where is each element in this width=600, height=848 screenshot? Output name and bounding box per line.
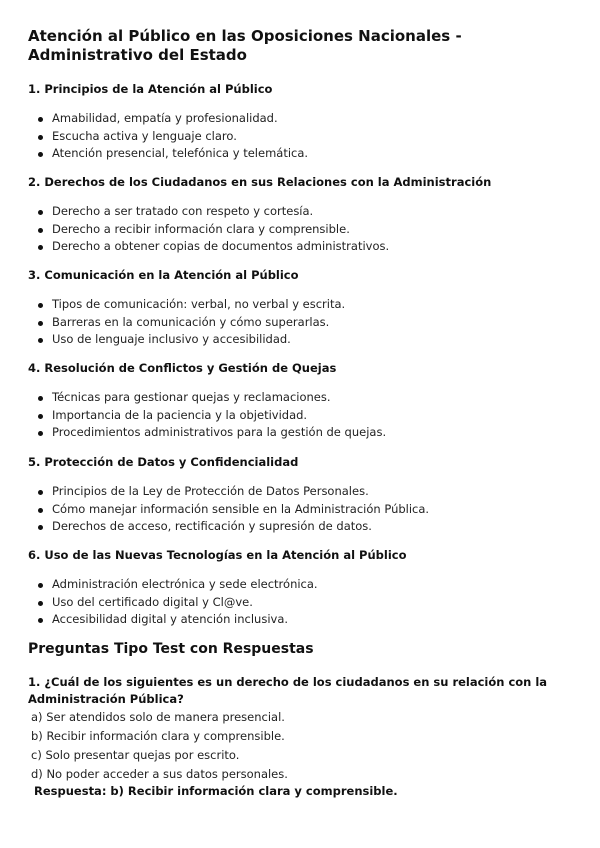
list-item: Procedimientos administrativos para la gestión de quejas.: [52, 424, 578, 442]
bullet-list: [28, 203, 578, 256]
list-item: Barreras en la comunicación y cómo superarlas.: [52, 314, 578, 332]
quiz-answer: Respuesta: b) Recibir información clara y comprensible.: [34, 784, 398, 798]
section-heading: 6. Uso de las Nuevas Tecnologías en la Atención al Público: [28, 548, 407, 562]
list-item: Importancia de la paciencia y la objetividad.: [52, 407, 578, 425]
quiz-option-a: a) Ser atendidos solo de manera presencial.: [31, 710, 285, 724]
quiz-title: Preguntas Tipo Test con Respuestas: [28, 641, 314, 657]
list-item: Uso de lenguaje inclusivo y accesibilidad.: [52, 331, 578, 349]
list-item: Escucha activa y lenguaje claro.: [52, 128, 578, 146]
quiz-options: [31, 708, 288, 784]
section-heading: 1. Principios de la Atención al Público: [28, 82, 273, 96]
section-heading: 5. Protección de Datos y Confidencialidad: [28, 455, 299, 469]
list-item: Principios de la Ley de Protección de Datos Personales.: [52, 483, 578, 501]
list-item: Accesibilidad digital y atención inclusiva.: [52, 611, 578, 629]
section-heading: 2. Derechos de los Ciudadanos en sus Relaciones con la Administración: [28, 175, 492, 189]
bullet-list: [28, 296, 578, 349]
quiz-option-b: b) Recibir información clara y comprensible.: [31, 729, 285, 743]
list-item: Derechos de acceso, rectificación y supresión de datos.: [52, 518, 578, 536]
list-item: Cómo manejar información sensible en la Administración Pública.: [52, 501, 578, 519]
list-item: Amabilidad, empatía y profesionalidad.: [52, 110, 578, 128]
section-heading: 3. Comunicación en la Atención al Público: [28, 268, 299, 282]
section-comunicacion: [28, 268, 578, 349]
section-heading: 4. Resolución de Conflictos y Gestión de Quejas: [28, 361, 337, 375]
bullet-list: [28, 576, 578, 629]
list-item: Atención presencial, telefónica y telemática.: [52, 145, 578, 163]
list-item: Uso del certificado digital y Cl@ve.: [52, 594, 578, 612]
bullet-list: [28, 483, 578, 536]
list-item: Administración electrónica y sede electrónica.: [52, 576, 578, 594]
list-item: Derecho a obtener copias de documentos administrativos.: [52, 238, 578, 256]
list-item: Técnicas para gestionar quejas y reclamaciones.: [52, 389, 578, 407]
list-item: Tipos de comunicación: verbal, no verbal y escrita.: [52, 296, 578, 314]
list-item: Derecho a recibir información clara y comprensible.: [52, 221, 578, 239]
section-derechos: [28, 175, 578, 256]
section-principios: [28, 82, 578, 163]
list-item: Derecho a ser tratado con respeto y cortesía.: [52, 203, 578, 221]
document-title: Atención al Público en las Oposiciones Nacionales - Administrativo del Estado: [28, 27, 462, 64]
section-proteccion-datos: [28, 455, 578, 536]
section-tecnologias: [28, 548, 578, 629]
quiz-option-c: c) Solo presentar quejas por escrito.: [31, 748, 240, 762]
quiz-option-d: d) No poder acceder a sus datos personales.: [31, 767, 288, 781]
quiz-question: 1. ¿Cuál de los siguientes es un derecho de los ciudadanos en su relación con la Administración Pública?: [28, 675, 548, 706]
bullet-list: [28, 110, 578, 163]
bullet-list: [28, 389, 578, 442]
section-conflictos: [28, 361, 578, 442]
